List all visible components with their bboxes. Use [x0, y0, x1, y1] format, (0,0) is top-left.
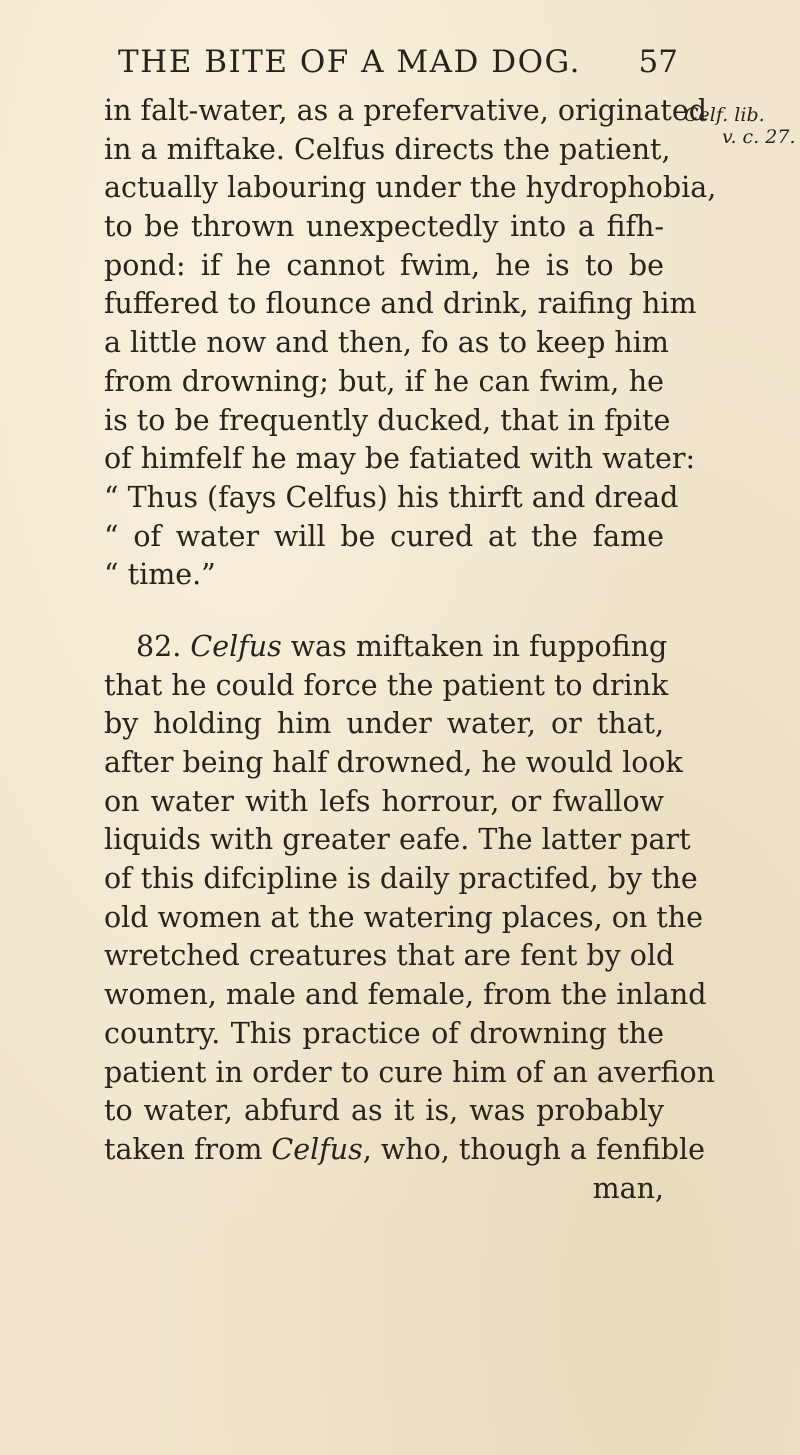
text-line: women, male and female, from the inland [104, 978, 707, 1012]
catchword: man, [592, 1171, 664, 1205]
text-line: in falt-water, as a prefervative, originated [104, 94, 707, 127]
text-line: liquids with greater eafe. The latter part [104, 823, 691, 857]
text-line: by holding him under water, or that, [104, 707, 664, 741]
paragraph-gap [104, 595, 664, 628]
text-line: to be thrown unexpectedly into a fifh- [104, 210, 664, 244]
text-line: is to be frequently ducked, that in fpite [104, 403, 671, 437]
text-line: country. This practice of drowning the [104, 1016, 664, 1050]
text-line: “ Thus (fays Celfus) his thirft and dread [104, 480, 679, 514]
margin-note-line-1: Celf. lib. [684, 104, 765, 126]
paragraph-1 [104, 92, 717, 595]
text-line: from drowning; but, if he can fwim, he [104, 364, 664, 398]
text-line: patient in order to cure him of an averfion [104, 1055, 716, 1089]
text-line: after being half drowned, he would look [104, 746, 683, 779]
text-line: a little now and then, fo as to keep him [104, 326, 669, 360]
text-line: pond: if he cannot fwim, he is to be [104, 248, 664, 282]
text-line: in a miftake. Celfus directs the patient, [104, 132, 671, 166]
body-text [104, 92, 717, 1208]
text-line: of this difcipline is daily practifed, by the [104, 862, 698, 896]
text-line: fuffered to flounce and drink, raifing him [104, 287, 697, 321]
text-line: that he could force the patient to drink [104, 668, 669, 702]
text-line: actually labouring under the hydrophobia, [104, 171, 717, 205]
text-line: on water with lefs horrour, or fwallow [104, 784, 664, 818]
text-line: “ of water will be cured at the fame [104, 519, 664, 553]
page-number: 57 [638, 44, 678, 80]
text-line: 82. Celfus was miftaken in fuppofing [136, 629, 668, 663]
running-title: THE BITE OF A MAD DOG. [118, 44, 582, 80]
text-line: wretched creatures that are fent by old [104, 939, 675, 973]
text-line: of himfelf he may be fatiated with water: [104, 442, 696, 476]
text-line: old women at the watering places, on the [104, 900, 703, 934]
paragraph-2 [104, 628, 716, 1170]
text-line: taken from Celfus, who, though a fenfible [104, 1132, 705, 1166]
page-header [118, 44, 678, 84]
text-line: to water, abfurd as it is, was probably [104, 1094, 664, 1128]
text-line: “ time.” [104, 558, 216, 592]
margin-note-line-2: v. c. 27. [722, 126, 796, 148]
